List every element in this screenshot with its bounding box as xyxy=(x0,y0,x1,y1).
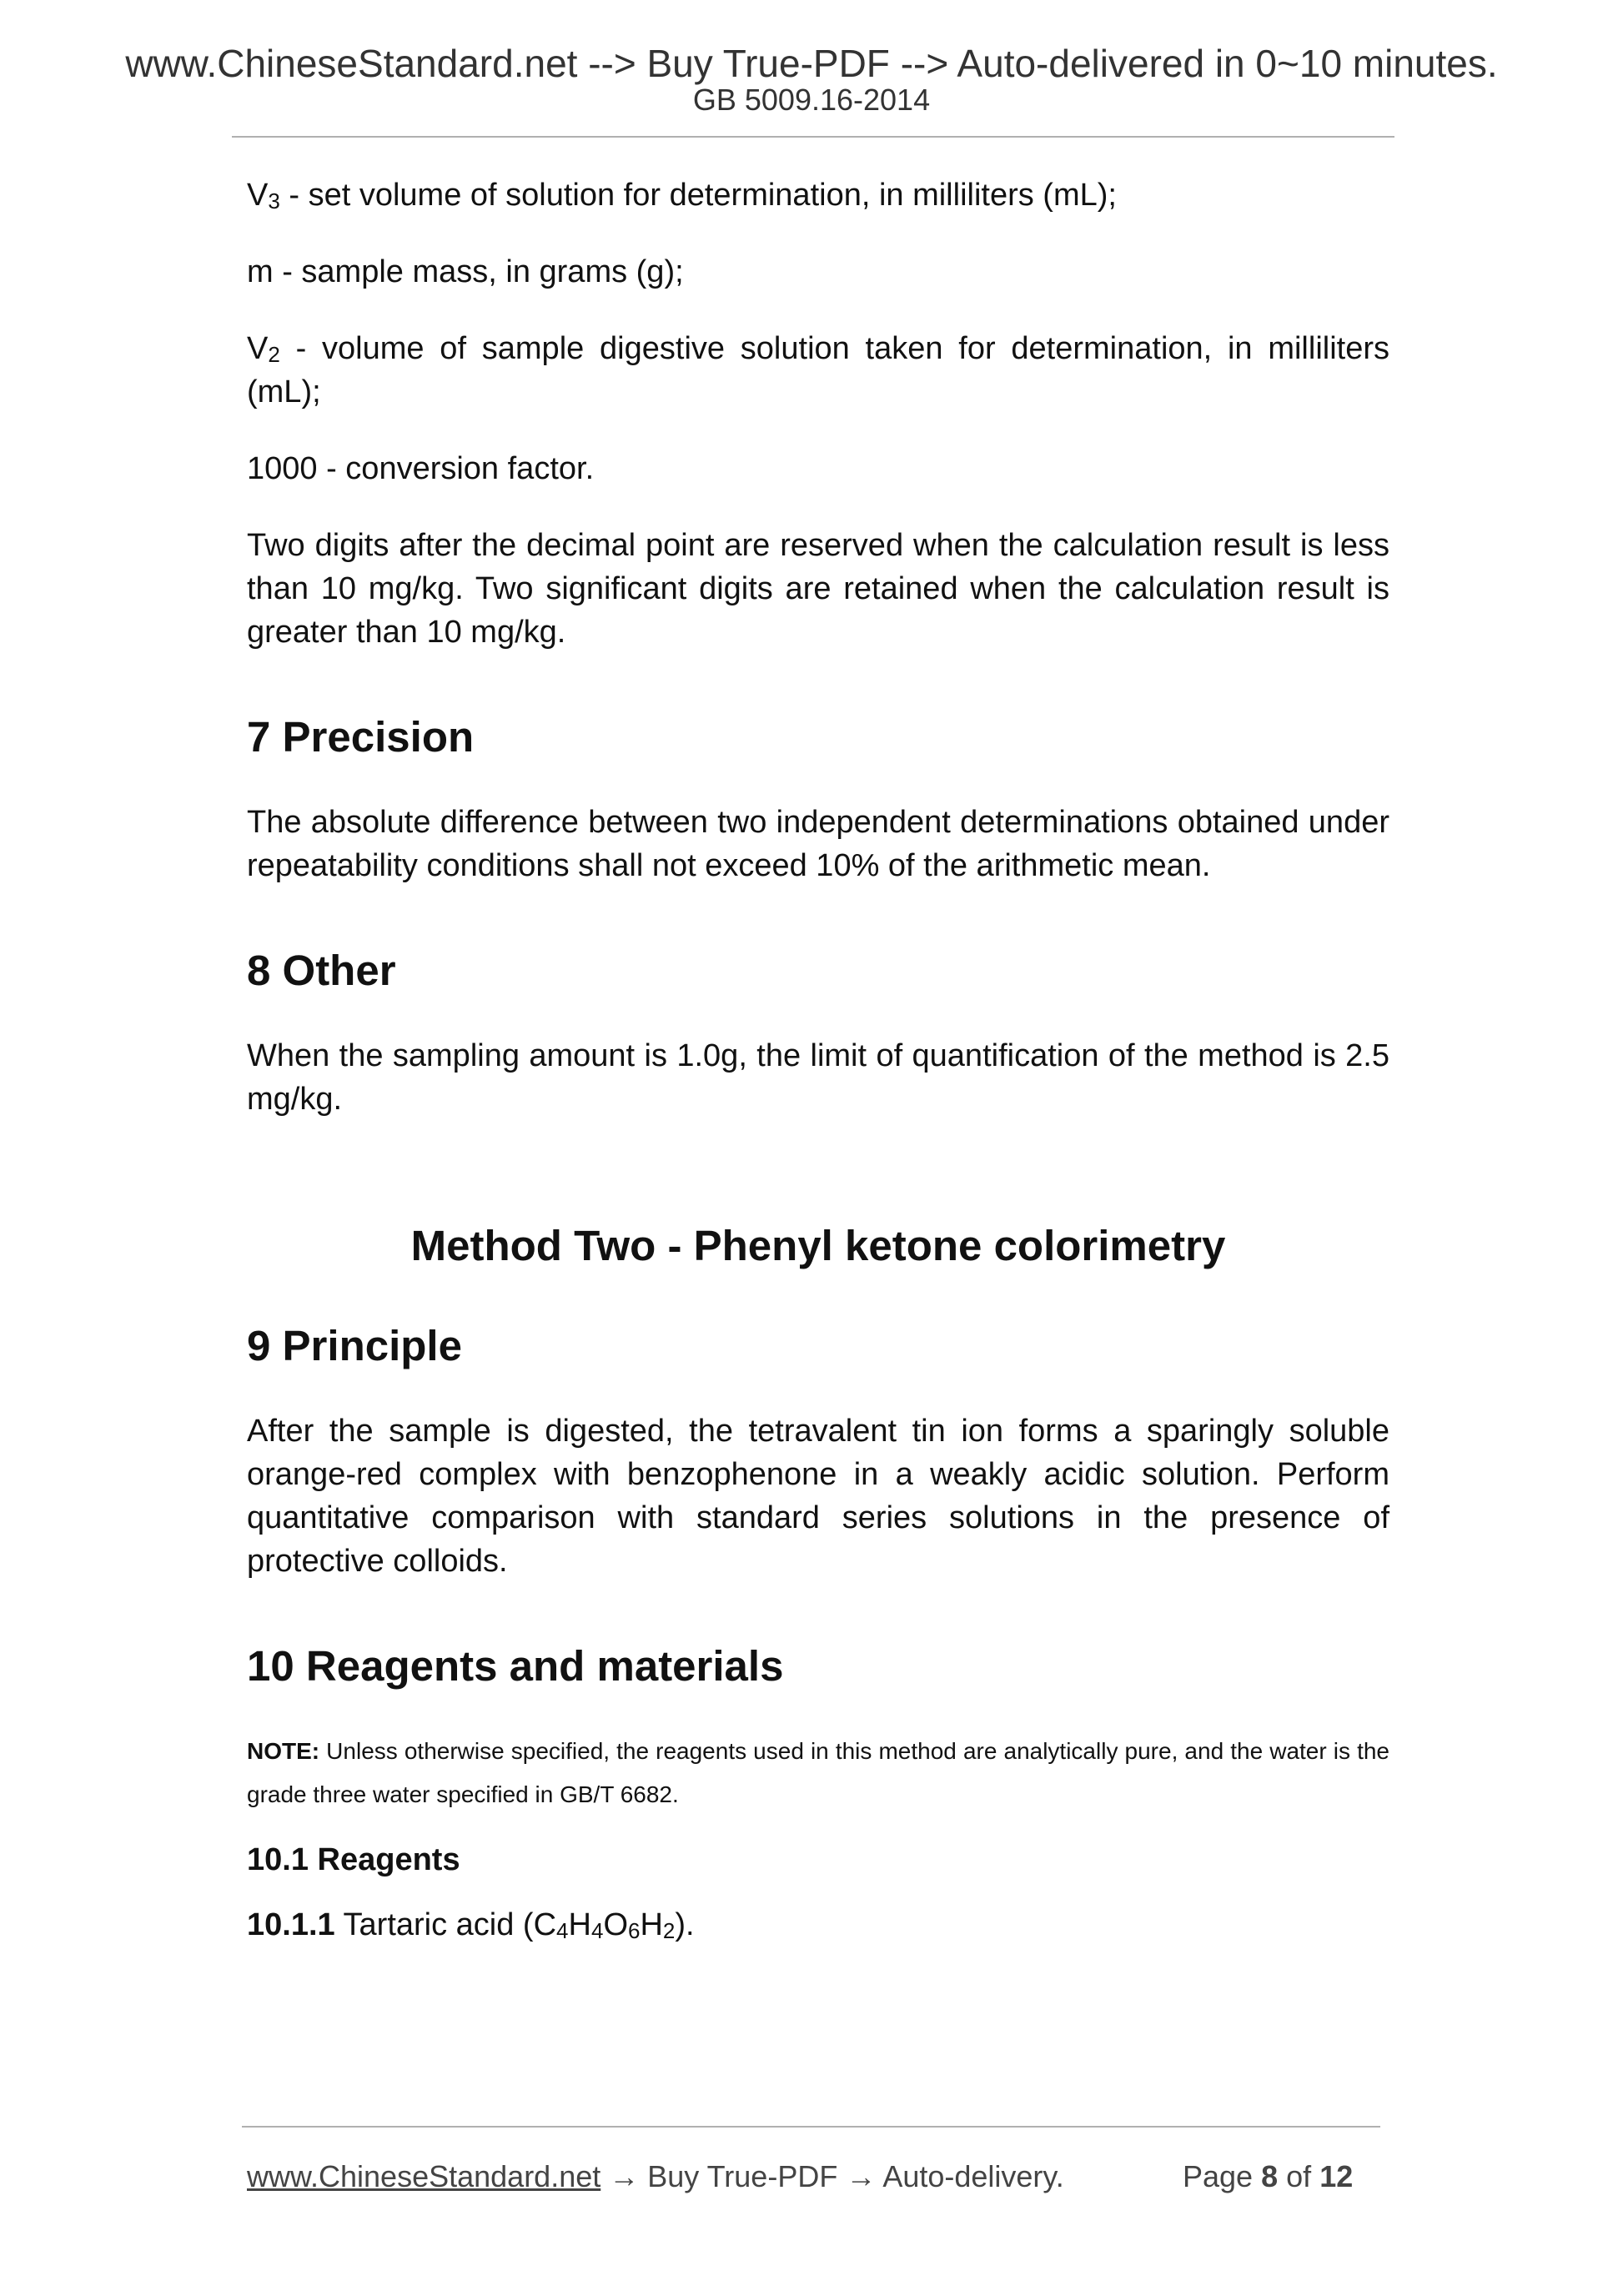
method-two-title: Method Two - Phenyl ketone colorimetry xyxy=(410,1222,1226,1269)
reagent-number: 10.1.1 xyxy=(247,1907,335,1942)
chemical-formula xyxy=(534,1907,676,1942)
v3-text: - set volume of solution for determination, in milliliters (mL); xyxy=(279,178,1117,213)
page-number: 8 xyxy=(1261,2159,1279,2193)
formula-element: O xyxy=(603,1907,628,1942)
section-7-text: The absolute difference between two independent determinations obtained under repeatability conditions shall not exceed 10% of the arithmetic mean. xyxy=(247,805,1389,883)
formula-count: 6 xyxy=(628,1918,641,1943)
m-definition: m - sample mass, in grams (g); xyxy=(247,254,684,289)
formula-count: 4 xyxy=(590,1918,604,1943)
footer-divider xyxy=(242,2126,1380,2128)
footer-link[interactable]: www.ChineseStandard.net xyxy=(247,2159,601,2193)
of-label: of xyxy=(1286,2159,1312,2193)
factor-definition: 1000 - conversion factor. xyxy=(247,451,595,486)
formula-element: C xyxy=(533,1907,557,1942)
note-text: Unless otherwise specified, the reagents used in this method are analytically pure, and the water is the grade three water specified in GB/T 6682. xyxy=(247,1738,1389,1807)
note-label: NOTE: xyxy=(247,1738,320,1764)
reagent-10-1-1 xyxy=(247,1903,1389,1947)
rounding-note: Two digits after the decimal point are reserved when the calculation result is less than 10 mg/kg. Two significant digits are retained when the calculation result is greater than 10 mg/kg. xyxy=(247,528,1389,650)
page-indicator xyxy=(1183,2158,1353,2195)
standard-code: GB 5009.16-2014 xyxy=(692,83,931,117)
v2-text: - volume of sample digestive solution taken for determination, in milliliters (mL); xyxy=(247,331,1389,409)
footer-promo xyxy=(247,2158,1064,2195)
v2-subscript: 2 xyxy=(268,342,280,367)
section-8-heading: 8 Other xyxy=(247,947,396,994)
formula-element: H xyxy=(568,1907,591,1942)
v3-symbol: V xyxy=(247,178,269,213)
formula-count: 2 xyxy=(662,1918,676,1943)
section-10-1-heading: 10.1 Reagents xyxy=(247,1842,460,1877)
page-content xyxy=(247,173,1389,1947)
section-8-text: When the sampling amount is 1.0g, the limit of quantification of the method is 2.5 mg/kg. xyxy=(247,1038,1389,1117)
section-9-heading: 9 Principle xyxy=(247,1322,462,1369)
section-9-text: After the sample is digested, the tetravalent tin ion forms a sparingly soluble orange-red complex with benzophenone in a weakly acidic solution. Perform quantitative comparison with standard series solutions in the presence of protective colloids. xyxy=(247,1414,1389,1579)
page-label: Page xyxy=(1183,2159,1254,2193)
reagent-text-suffix: ). xyxy=(675,1907,695,1942)
v2-symbol: V xyxy=(247,331,269,366)
v2-definition xyxy=(247,327,1389,414)
header-divider xyxy=(232,136,1394,138)
section-7-heading: 7 Precision xyxy=(247,713,475,761)
v3-definition xyxy=(247,173,1389,217)
footer-tagline: → Buy True-PDF → Auto-delivery. xyxy=(600,2159,1064,2193)
total-pages: 12 xyxy=(1319,2159,1354,2193)
v3-subscript: 3 xyxy=(268,188,280,214)
section-10-note xyxy=(247,1730,1389,1816)
header-banner[interactable]: www.ChineseStandard.net --> Buy True-PDF --> Auto-delivered in 0~10 minutes. xyxy=(125,42,1498,85)
reagent-text-prefix: Tartaric acid ( xyxy=(334,1907,534,1942)
formula-element: H xyxy=(640,1907,663,1942)
section-10-heading: 10 Reagents and materials xyxy=(247,1642,784,1690)
formula-count: 4 xyxy=(556,1918,569,1943)
